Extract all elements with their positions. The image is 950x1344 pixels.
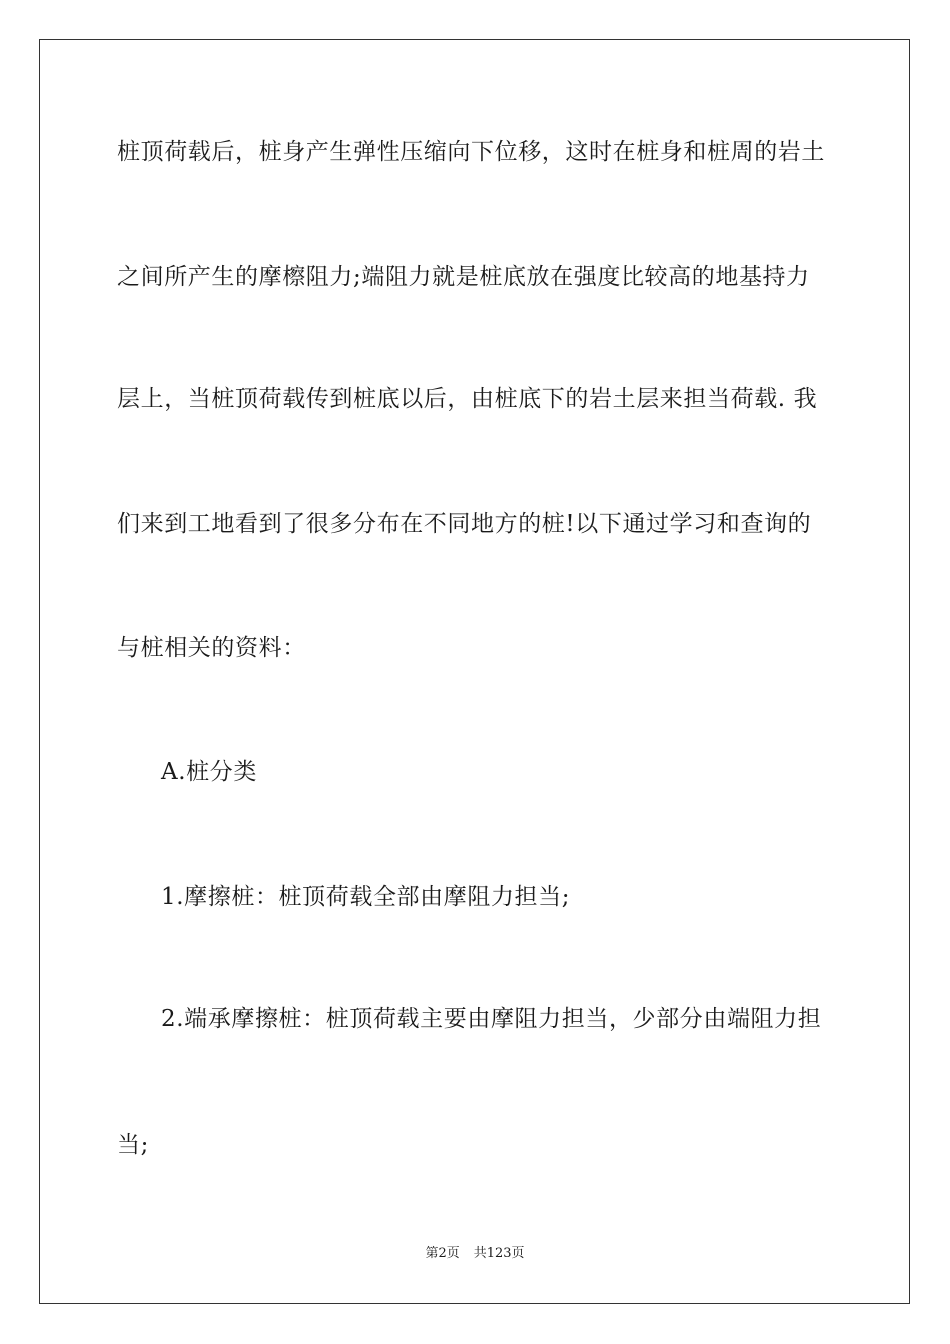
list-item-1: 1.摩擦桩：桩顶荷载全部由摩阻力担当; — [161, 884, 571, 910]
paragraph-line-2: 之间所产生的摩檫阻力;端阻力就是桩底放在强度比较高的地基持力 — [117, 264, 810, 290]
section-heading: A.桩分类 — [161, 759, 257, 785]
page-footer — [0, 1245, 950, 1263]
page-number: 第2页 — [425, 1246, 460, 1261]
paragraph-line-1: 桩顶荷载后，桩身产生弹性压缩向下位移，这时在桩身和桩周的岩土 — [117, 139, 825, 165]
page-border — [39, 39, 910, 1304]
list-item-2: 2.端承摩擦桩：桩顶荷载主要由摩阻力担当，少部分由端阻力担 — [161, 1006, 822, 1032]
paragraph-line-4: 们来到工地看到了很多分布在不同地方的桩!以下通过学习和查询的 — [117, 511, 812, 537]
paragraph-line-5: 与桩相关的资料： — [117, 635, 306, 661]
paragraph-line-3: 层上，当桩顶荷载传到桩底以后，由桩底下的岩土层来担当荷载. 我 — [117, 386, 818, 412]
list-item-2-continuation: 当; — [117, 1132, 149, 1158]
total-pages: 共123页 — [473, 1246, 525, 1261]
